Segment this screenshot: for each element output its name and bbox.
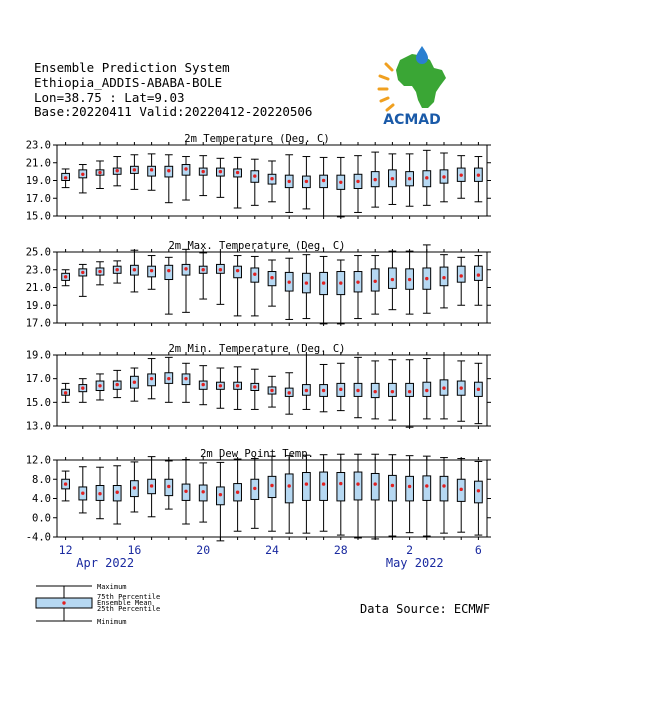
mean-dot (98, 270, 101, 273)
chart-panel-2 (26, 240, 491, 330)
header-line-2: Ethiopia_ADDIS-ABABA-BOLE (34, 75, 223, 90)
mean-dot (477, 173, 480, 176)
mean-dot (116, 169, 119, 172)
y-tick-label: 17.0 (25, 317, 51, 330)
mean-dot (150, 269, 153, 272)
mean-dot (116, 268, 119, 271)
chart-panel-3 (26, 343, 491, 433)
iqr-box (440, 476, 448, 501)
mean-dot (356, 180, 359, 183)
x-month-label: Apr 2022 (76, 556, 135, 570)
mean-dot (322, 179, 325, 182)
mean-dot (442, 484, 445, 487)
mean-dot (167, 485, 170, 488)
x-tick-label: 12 (58, 543, 73, 557)
mean-dot (81, 271, 84, 274)
mean-dot (374, 482, 377, 485)
x-tick-label: 28 (333, 543, 348, 557)
mean-dot (270, 484, 273, 487)
mean-dot (236, 491, 239, 494)
y-tick-label: 25.0 (25, 246, 51, 259)
mean-dot (305, 482, 308, 485)
mean-dot (339, 388, 342, 391)
mean-dot (202, 170, 205, 173)
iqr-box (337, 473, 345, 501)
mean-dot (322, 482, 325, 485)
mean-dot (425, 176, 428, 179)
mean-dot (477, 489, 480, 492)
mean-dot (64, 176, 67, 179)
y-tick-label: 15.0 (25, 210, 51, 223)
mean-dot (356, 280, 359, 283)
mean-dot (356, 482, 359, 485)
mean-dot (374, 390, 377, 393)
iqr-box (406, 476, 414, 501)
y-tick-label: 8.0 (32, 473, 51, 486)
iqr-box (303, 473, 311, 501)
x-tick-label: 20 (196, 543, 211, 557)
logo-text: ACMAD (383, 112, 441, 126)
mean-dot (460, 386, 463, 389)
mean-dot (184, 167, 187, 170)
legend-label: 75th Percentile (97, 593, 161, 601)
y-tick-label: 19.0 (25, 299, 51, 312)
legend-label: Ensemble Mean (97, 599, 152, 607)
mean-dot (460, 173, 463, 176)
mean-dot (391, 484, 394, 487)
iqr-box (371, 473, 379, 499)
mean-dot (322, 389, 325, 392)
mean-dot (305, 281, 308, 284)
mean-dot (425, 484, 428, 487)
mean-dot (64, 391, 67, 394)
mean-dot (442, 276, 445, 279)
mean-dot (184, 267, 187, 270)
mean-dot (305, 180, 308, 183)
mean-dot (253, 174, 256, 177)
mean-dot (236, 269, 239, 272)
mean-dot (253, 487, 256, 490)
mean-dot (167, 377, 170, 380)
iqr-box (389, 383, 397, 396)
mean-dot (81, 492, 84, 495)
y-tick-label: -4.0 (25, 531, 51, 544)
x-tick-label: 2 (406, 543, 414, 557)
mean-dot (477, 388, 480, 391)
mean-dot (202, 383, 205, 386)
header-line-1: Ensemble Prediction System (34, 60, 230, 75)
iqr-box (389, 475, 397, 501)
mean-dot (184, 490, 187, 493)
mean-dot (460, 274, 463, 277)
legend (36, 583, 160, 626)
mean-dot (167, 269, 170, 272)
x-tick-label: 6 (474, 543, 482, 557)
mean-dot (167, 169, 170, 172)
legend-label: 25th Percentile (97, 605, 161, 613)
mean-dot (116, 491, 119, 494)
y-tick-label: 19.0 (25, 175, 51, 187)
mean-dot (374, 178, 377, 181)
mean-dot (425, 389, 428, 392)
iqr-box (475, 266, 483, 280)
mean-dot (98, 384, 101, 387)
mean-dot (133, 268, 136, 271)
mean-dot (288, 484, 291, 487)
data-source: Data Source: ECMWF (360, 602, 491, 616)
y-tick-label: 17.0 (25, 373, 51, 386)
mean-dot (116, 383, 119, 386)
mean-dot (391, 390, 394, 393)
mean-dot (98, 492, 101, 495)
mean-dot (219, 268, 222, 271)
mean-dot (81, 173, 84, 176)
mean-dot (356, 389, 359, 392)
mean-dot (374, 280, 377, 283)
mean-dot (391, 177, 394, 180)
x-month-label: May 2022 (385, 556, 444, 570)
mean-dot (219, 493, 222, 496)
legend-label: Minimum (97, 618, 127, 626)
y-tick-label: 21.0 (25, 157, 51, 170)
mean-dot (442, 386, 445, 389)
mean-dot (98, 171, 101, 174)
mean-dot (270, 276, 273, 279)
mean-dot (339, 181, 342, 184)
mean-dot (408, 485, 411, 488)
mean-dot (219, 384, 222, 387)
mean-dot (133, 381, 136, 384)
mean-dot (270, 389, 273, 392)
header-line-3: Lon=38.75 : Lat=9.03 (34, 90, 185, 105)
iqr-box (457, 266, 465, 282)
panel-title: 2m Temperature (Deg. C) (184, 133, 330, 145)
y-tick-label: 19.0 (25, 349, 51, 362)
mean-dot (288, 391, 291, 394)
iqr-box (423, 476, 431, 501)
mean-dot (81, 386, 84, 389)
mean-dot (442, 175, 445, 178)
mean-dot (408, 390, 411, 393)
iqr-box (285, 474, 293, 503)
mean-dot (202, 490, 205, 493)
mean-dot (270, 177, 273, 180)
mean-dot (253, 272, 256, 275)
mean-dot (408, 177, 411, 180)
header-line-4: Base:20220411 Valid:20220412-20220506 (34, 104, 313, 119)
y-tick-label: 23.0 (25, 139, 51, 152)
mean-dot (133, 486, 136, 489)
mean-dot (391, 278, 394, 281)
chart-panel-4 (26, 448, 491, 544)
mean-dot (425, 277, 428, 280)
mean-dot (253, 385, 256, 388)
legend-mean-dot (62, 601, 65, 604)
mean-dot (150, 484, 153, 487)
y-tick-label: 13.0 (25, 420, 51, 433)
iqr-box (165, 265, 173, 279)
y-tick-label: 23.0 (25, 264, 51, 277)
mean-dot (339, 482, 342, 485)
x-tick-label: 24 (265, 543, 279, 557)
mean-dot (339, 281, 342, 284)
mean-dot (322, 281, 325, 284)
mean-dot (288, 180, 291, 183)
y-tick-label: 17.0 (25, 192, 51, 205)
mean-dot (64, 275, 67, 278)
legend-label: Maximum (97, 583, 127, 591)
chart-panel-1 (26, 133, 491, 223)
mean-dot (64, 482, 67, 485)
mean-dot (219, 170, 222, 173)
x-tick-label: 16 (127, 543, 142, 557)
iqr-box (320, 472, 328, 500)
mean-dot (150, 168, 153, 171)
iqr-box (406, 383, 414, 396)
mean-dot (236, 384, 239, 387)
iqr-box (354, 472, 362, 500)
y-tick-label: 12.0 (25, 454, 51, 467)
mean-dot (150, 377, 153, 380)
mean-dot (477, 273, 480, 276)
mean-dot (305, 389, 308, 392)
panel-title: 2m Min. Temperature (Deg. C) (168, 343, 346, 355)
mean-dot (408, 278, 411, 281)
y-tick-label: 4.0 (32, 493, 51, 505)
mean-dot (460, 488, 463, 491)
mean-dot (202, 268, 205, 271)
panel-title: 2m Max. Temperature (Deg. C) (168, 240, 346, 252)
mean-dot (236, 171, 239, 174)
y-tick-label: 21.0 (25, 282, 51, 294)
y-tick-label: 0.0 (32, 512, 51, 525)
mean-dot (184, 377, 187, 380)
y-tick-label: 15.0 (25, 396, 51, 409)
mean-dot (133, 168, 136, 171)
mean-dot (288, 280, 291, 283)
panel-title: 2m Dew Point Temp. (200, 448, 314, 460)
